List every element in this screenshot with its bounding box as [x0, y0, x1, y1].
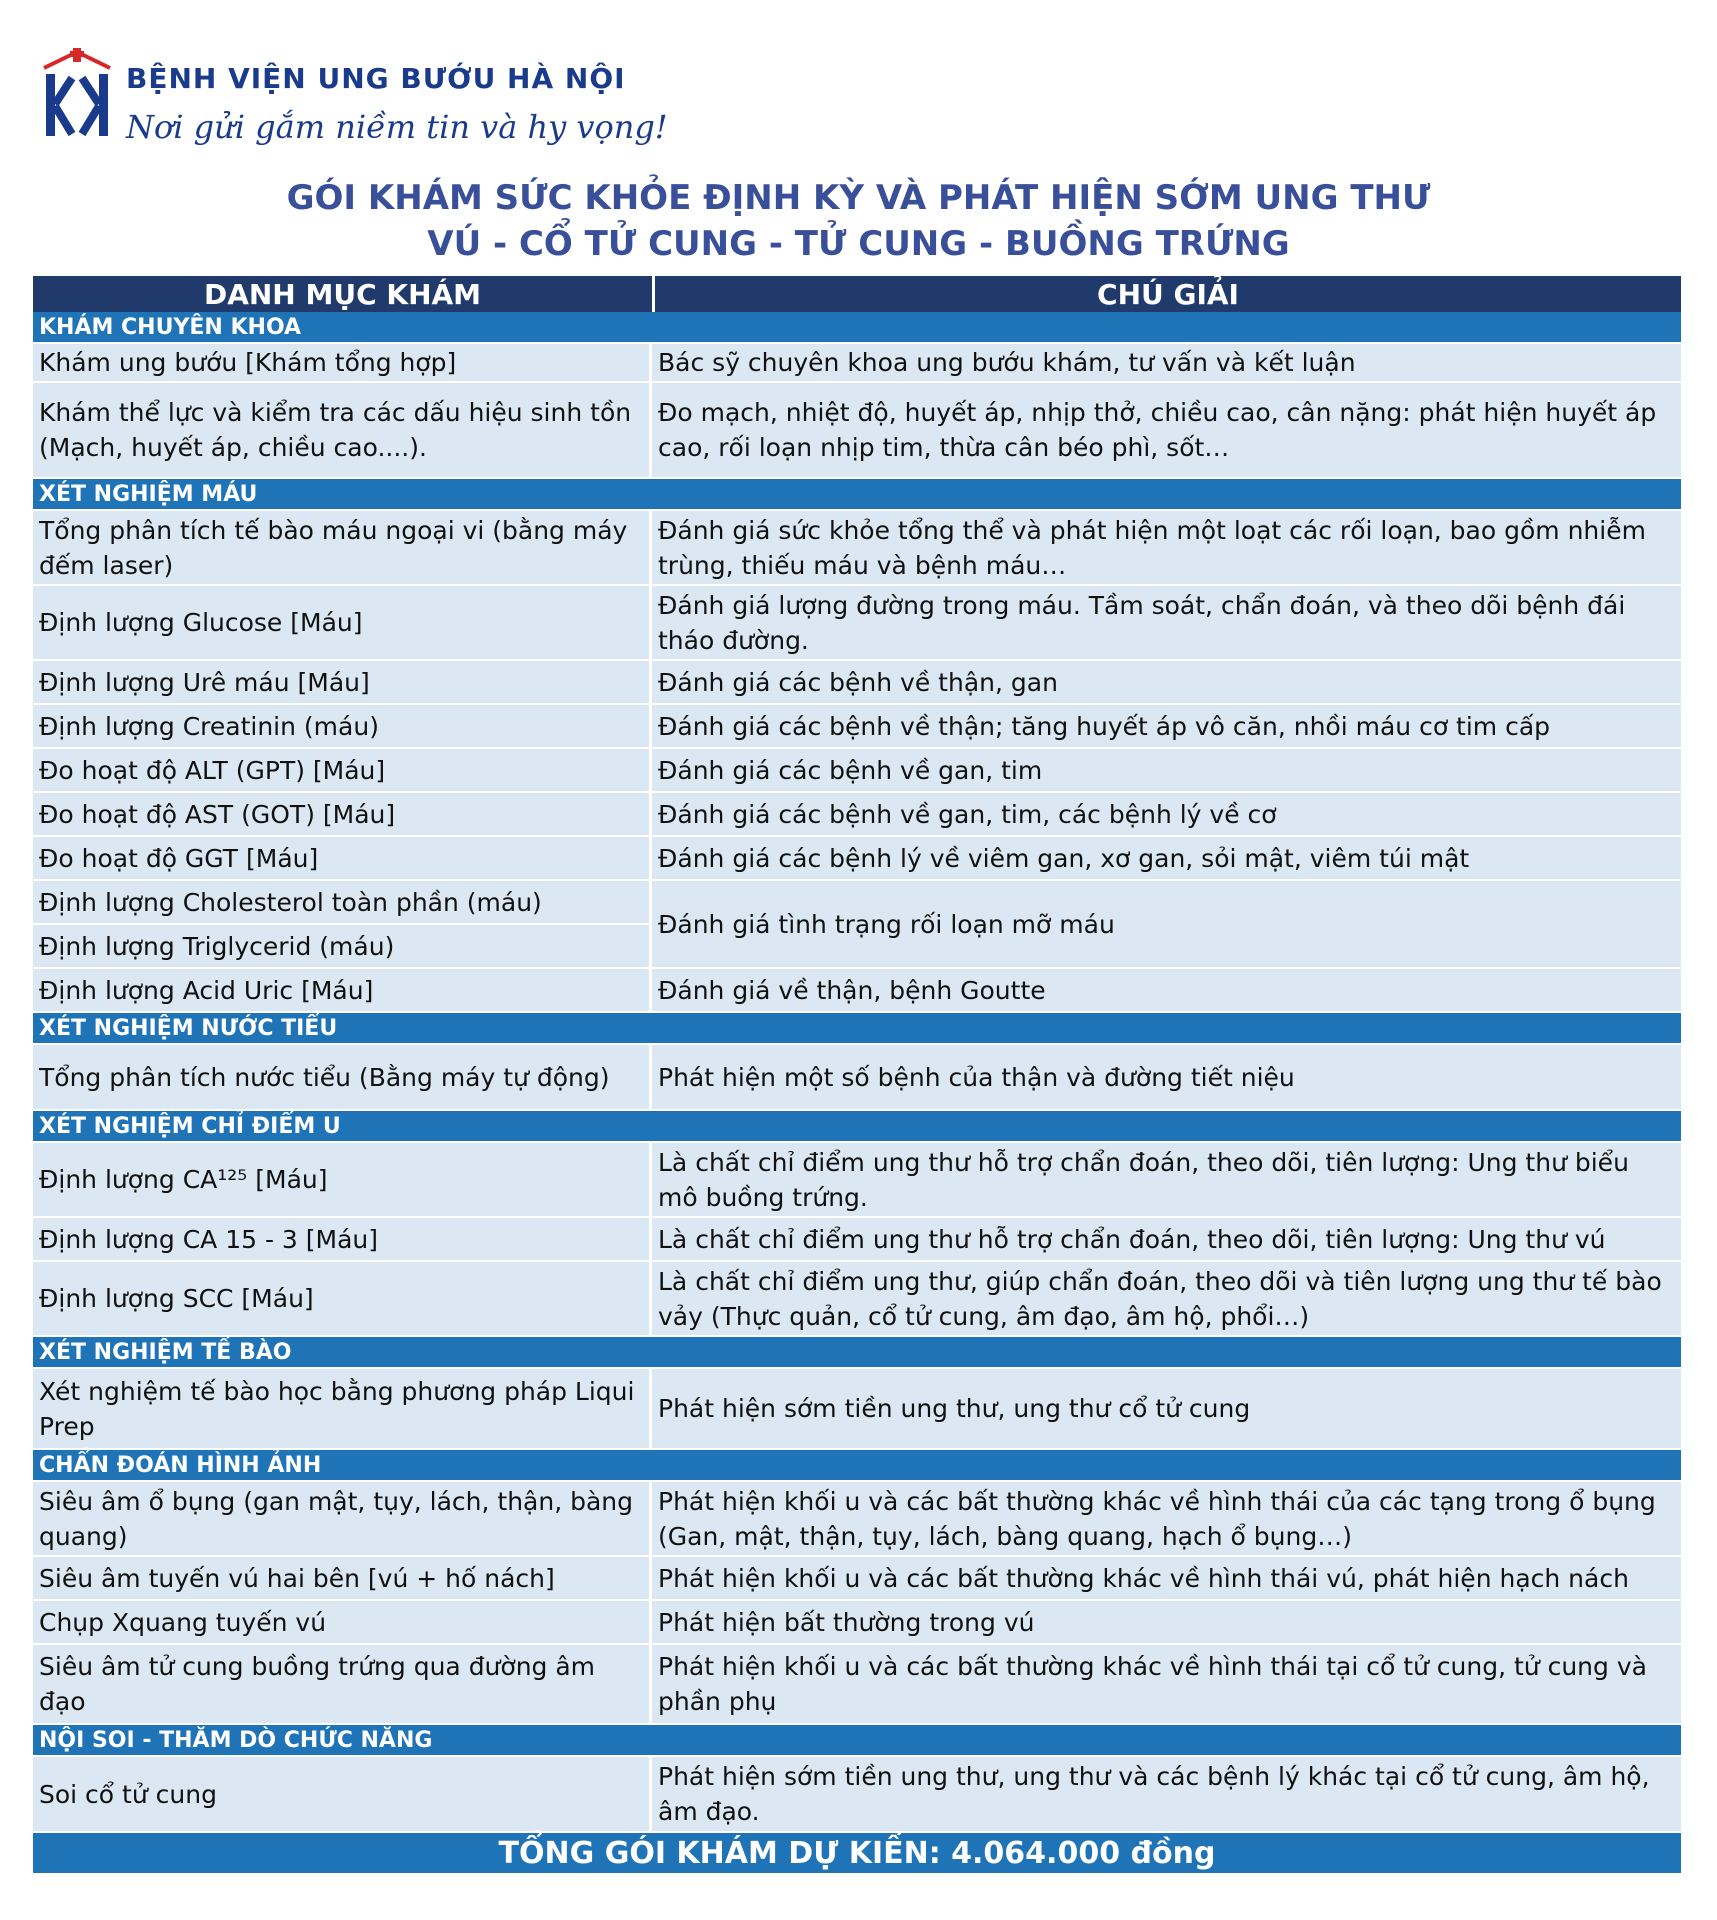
- section-imaging: CHẨN ĐOÁN HÌNH ẢNH: [33, 1450, 1681, 1482]
- table-row: [33, 1601, 1681, 1645]
- package-total: TỔNG GÓI KHÁM DỰ KIẾN: 4.064.000 đồng: [33, 1833, 1681, 1873]
- exam-note: Đánh giá các bệnh về gan, tim, các bệnh lý về cơ: [652, 793, 1681, 835]
- section-specialist-exam: KHÁM CHUYÊN KHOA: [33, 312, 1681, 344]
- exam-note: Phát hiện một số bệnh của thận và đường tiết niệu: [652, 1045, 1681, 1109]
- exam-note: Đánh giá về thận, bệnh Goutte: [652, 969, 1681, 1011]
- exam-item: Đo hoạt độ ALT (GPT) [Máu]: [33, 749, 652, 791]
- table-row: [33, 1262, 1681, 1337]
- exam-item: Xét nghiệm tế bào học bằng phương pháp Liqui Prep: [33, 1369, 652, 1448]
- exam-item: Đo hoạt độ GGT [Máu]: [33, 837, 652, 879]
- table-row: [33, 511, 1681, 586]
- table-row: [33, 969, 1681, 1013]
- exam-note: Đánh giá sức khỏe tổng thể và phát hiện một loạt các rối loạn, bao gồm nhiễm trùng, thiếu máu và bệnh máu…: [652, 511, 1681, 584]
- table-row: [33, 1369, 1681, 1450]
- exam-note: Đánh giá các bệnh về gan, tim: [652, 749, 1681, 791]
- section-tumor-markers: XÉT NGHIỆM CHỈ ĐIỂM U: [33, 1111, 1681, 1143]
- table-row: [33, 344, 1681, 383]
- column-header-notes: CHÚ GIẢI: [1097, 277, 1239, 311]
- exam-note: Đo mạch, nhiệt độ, huyết áp, nhịp thở, chiều cao, cân nặng: phát hiện huyết áp cao, rối loạn nhịp tim, thừa cân béo phì, sốt…: [652, 383, 1681, 477]
- exam-note: Phát hiện khối u và các bất thường khác về hình thái tại cổ tử cung, tử cung và phần phụ: [652, 1645, 1681, 1723]
- exam-item: Định lượng Cholesterol toàn phần (máu): [33, 881, 649, 923]
- exam-package-table: [33, 276, 1681, 1873]
- table-row: [33, 705, 1681, 749]
- exam-item: Định lượng SCC [Máu]: [33, 1262, 652, 1335]
- table-row: [33, 661, 1681, 705]
- exam-note: Phát hiện bất thường trong vú: [652, 1601, 1681, 1643]
- exam-note: Phát hiện sớm tiền ung thư, ung thư cổ tử cung: [652, 1369, 1681, 1448]
- exam-note: Đánh giá các bệnh về thận, gan: [652, 661, 1681, 703]
- exam-item: Siêu âm ổ bụng (gan mật, tụy, lách, thận, bàng quang): [33, 1482, 652, 1555]
- table-row: [33, 1218, 1681, 1262]
- table-row: [33, 586, 1681, 661]
- exam-note: Là chất chỉ điểm ung thư, giúp chẩn đoán, theo dõi và tiên lượng ung thư tế bào vảy (Thực quản, cổ tử cung, âm đạo, âm hộ, phổi…): [652, 1262, 1681, 1335]
- hospital-name: BỆNH VIỆN UNG BƯỚU HÀ NỘI: [126, 62, 626, 95]
- table-row: [33, 1045, 1681, 1111]
- table-row: [33, 1143, 1681, 1218]
- section-blood-tests: XÉT NGHIỆM MÁU: [33, 479, 1681, 511]
- table-row: [33, 1557, 1681, 1601]
- exam-note: Đánh giá các bệnh về thận; tăng huyết áp vô căn, nhồi máu cơ tim cấp: [652, 705, 1681, 747]
- exam-note: Phát hiện khối u và các bất thường khác về hình thái vú, phát hiện hạch nách: [652, 1557, 1681, 1599]
- exam-note: Đánh giá tình trạng rối loạn mỡ máu: [652, 881, 1681, 967]
- column-header-exam-list: DANH MỤC KHÁM: [33, 276, 655, 312]
- hospital-slogan: Nơi gửi gắm niềm tin và hy vọng!: [126, 108, 668, 146]
- exam-note: Bác sỹ chuyên khoa ung bướu khám, tư vấn và kết luận: [652, 344, 1681, 381]
- hospital-logo-icon: [38, 48, 116, 148]
- table-row: [33, 837, 1681, 881]
- exam-item: Đo hoạt độ AST (GOT) [Máu]: [33, 793, 652, 835]
- exam-item: Siêu âm tử cung buồng trứng qua đường âm đạo: [33, 1645, 652, 1723]
- exam-item: Định lượng Creatinin (máu): [33, 705, 652, 747]
- hospital-logo: [38, 48, 668, 158]
- exam-item: Định lượng Triglycerid (máu): [33, 923, 649, 967]
- exam-item: Siêu âm tuyến vú hai bên [vú + hố nách]: [33, 1557, 652, 1599]
- page-title-line-2: VÚ - CỔ TỬ CUNG - TỬ CUNG - BUỒNG TRỨNG: [427, 224, 1290, 264]
- exam-item: Định lượng CA¹²⁵ [Máu]: [33, 1143, 652, 1216]
- exam-note: Đánh giá lượng đường trong máu. Tầm soát, chẩn đoán, và theo dõi bệnh đái tháo đường.: [652, 586, 1681, 659]
- exam-item: Tổng phân tích nước tiểu (Bằng máy tự động): [33, 1045, 652, 1109]
- table-row: [33, 1757, 1681, 1833]
- section-cytology: XÉT NGHIỆM TẾ BÀO: [33, 1337, 1681, 1369]
- page-title-line-1: GÓI KHÁM SỨC KHỎE ĐỊNH KỲ VÀ PHÁT HIỆN SỚM UNG THƯ: [286, 178, 1431, 218]
- table-row: [33, 383, 1681, 479]
- table-row: [33, 881, 1681, 969]
- table-row: [33, 793, 1681, 837]
- section-urine-tests: XÉT NGHIỆM NƯỚC TIỂU: [33, 1013, 1681, 1045]
- exam-item: Khám ung bướu [Khám tổng hợp]: [33, 344, 652, 381]
- section-endoscopy: NỘI SOI - THĂM DÒ CHỨC NĂNG: [33, 1725, 1681, 1757]
- exam-note: Là chất chỉ điểm ung thư hỗ trợ chẩn đoán, theo dõi, tiên lượng: Ung thư vú: [652, 1218, 1681, 1260]
- exam-note: Đánh giá các bệnh lý về viêm gan, xơ gan, sỏi mật, viêm túi mật: [652, 837, 1681, 879]
- exam-item: Định lượng Glucose [Máu]: [33, 586, 652, 659]
- exam-item: Tổng phân tích tế bào máu ngoại vi (bằng máy đếm laser): [33, 511, 652, 584]
- exam-item: Chụp Xquang tuyến vú: [33, 1601, 652, 1643]
- exam-note: Phát hiện sớm tiền ung thư, ung thư và các bệnh lý khác tại cổ tử cung, âm hộ, âm đạo.: [652, 1757, 1681, 1831]
- table-row: [33, 1645, 1681, 1725]
- table-header: [33, 276, 1681, 312]
- exam-item: Định lượng CA 15 - 3 [Máu]: [33, 1218, 652, 1260]
- exam-item: Định lượng Urê máu [Máu]: [33, 661, 652, 703]
- exam-note: Phát hiện khối u và các bất thường khác về hình thái của các tạng trong ổ bụng (Gan, mật, thận, tụy, lách, bàng quang, hạch ổ bụng…): [652, 1482, 1681, 1555]
- table-row: [33, 1482, 1681, 1557]
- exam-item: Định lượng Acid Uric [Máu]: [33, 969, 652, 1011]
- exam-item-group: [33, 881, 652, 967]
- exam-note: Là chất chỉ điểm ung thư hỗ trợ chẩn đoán, theo dõi, tiên lượng: Ung thư biểu mô buồng trứng.: [652, 1143, 1681, 1216]
- table-row: [33, 749, 1681, 793]
- exam-item: Soi cổ tử cung: [33, 1757, 652, 1831]
- exam-item: Khám thể lực và kiểm tra các dấu hiệu sinh tồn (Mạch, huyết áp, chiều cao....).: [33, 383, 652, 477]
